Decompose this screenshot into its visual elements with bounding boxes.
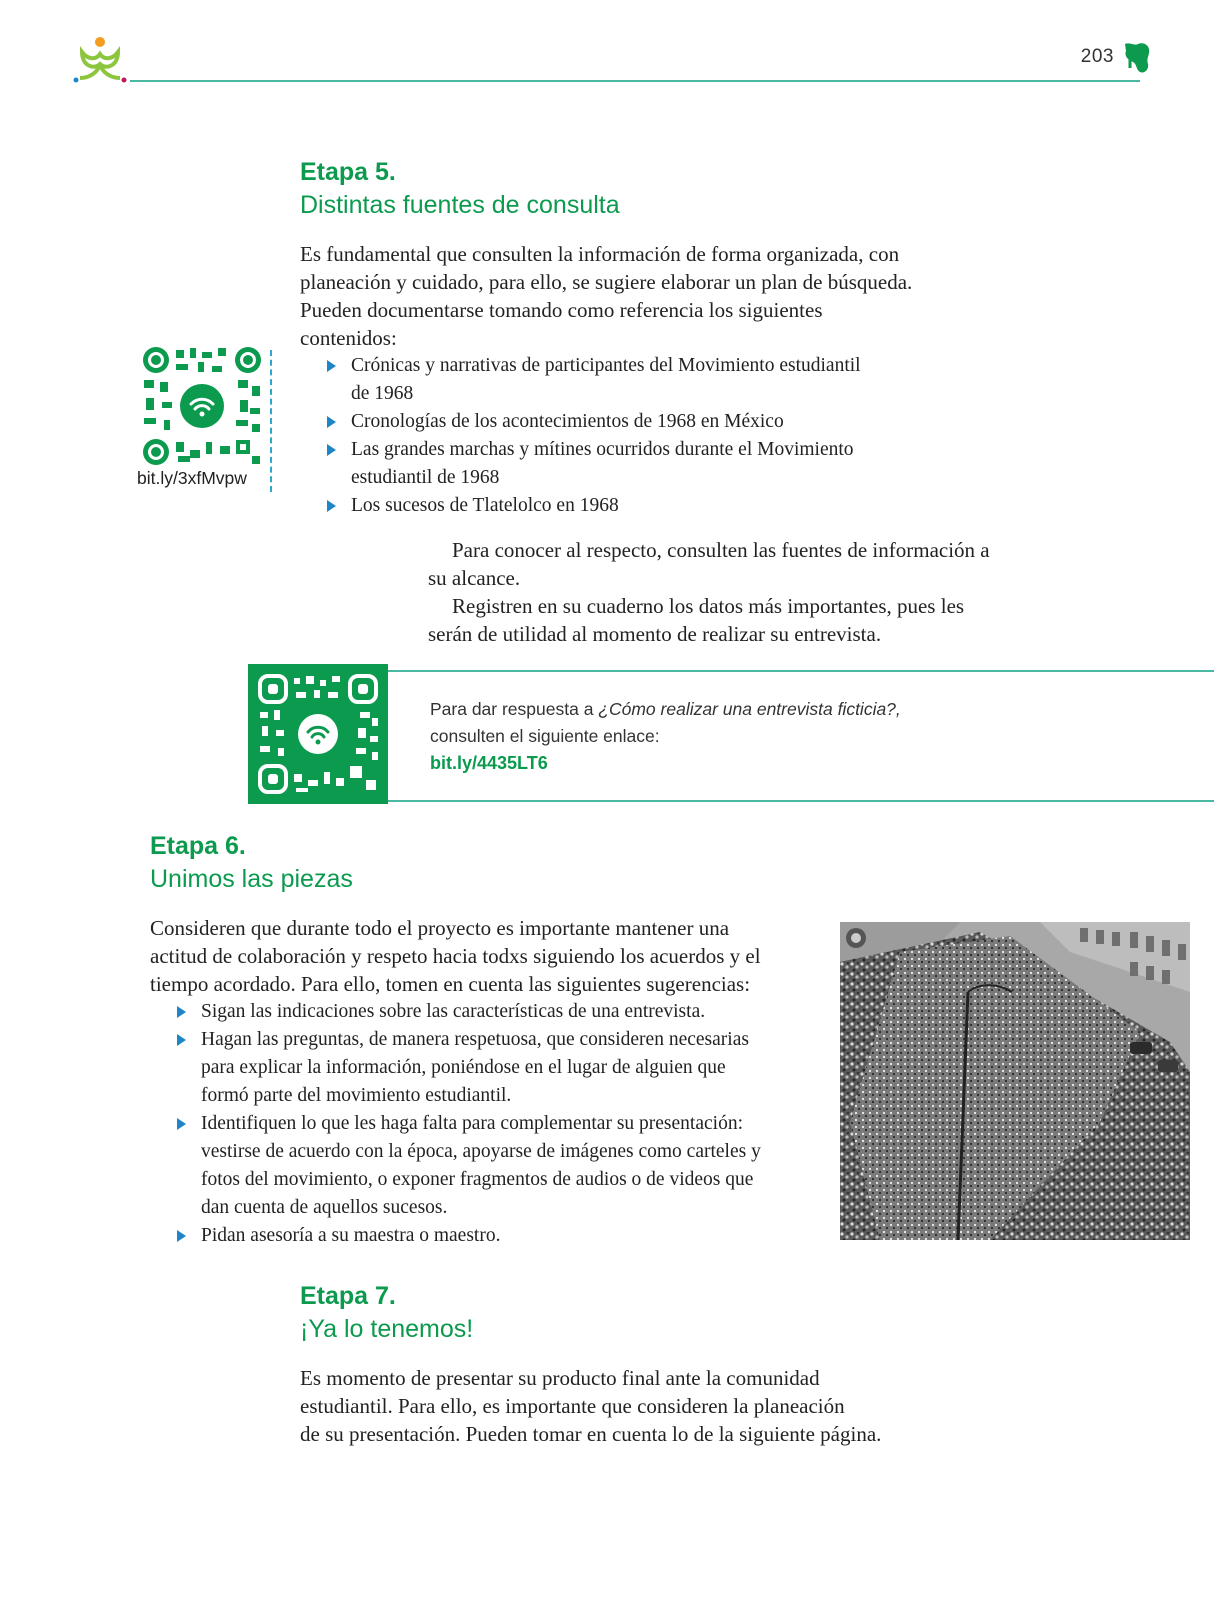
list-item (174, 1222, 814, 1250)
stage-5-intro (300, 240, 1000, 352)
triangle-bullet-icon (177, 1118, 186, 1130)
list-item-line: Hagan las preguntas, de manera respetuosa, que consideren necesarias (201, 1029, 749, 1050)
triangle-bullet-icon (327, 416, 336, 428)
list-item-line: vestirse de acuerdo con la época, apoyarse de imágenes como carteles y (201, 1141, 761, 1162)
list-item-line: para explicar la información, poniéndose en el lugar de alguien que (201, 1057, 726, 1078)
callout-bottom-rule (388, 800, 1214, 802)
list-item (324, 352, 944, 408)
link-callout (248, 664, 1214, 804)
stage-7-subtitle: ¡Ya lo tenemos! (300, 1315, 474, 1343)
stage-7-title: Etapa 7. (300, 1282, 396, 1310)
list-item-line: de 1968 (351, 383, 414, 404)
list-item-line: Los sucesos de Tlatelolco en 1968 (351, 495, 619, 516)
paragraph-line: Registren en su cuaderno los datos más importantes, pues les (452, 594, 965, 618)
callout-text-before: Para dar respuesta a (430, 699, 599, 719)
stage-6-intro-line: actitud de colaboración y respeto hacia todxs siguiendo los acuerdos y el (150, 944, 761, 968)
callout-url-link[interactable]: bit.ly/4435LT6 (430, 753, 548, 773)
stage-6-intro (150, 914, 830, 998)
paragraph-line: serán de utilidad al momento de realizar su entrevista. (428, 622, 882, 646)
list-item-line: formó parte del movimiento estudiantil. (201, 1085, 512, 1106)
paragraph-line: de su presentación. Pueden tomar en cuenta lo de la siguiente página. (300, 1422, 882, 1446)
qr-link-text[interactable]: bit.ly/3xfMvpw (137, 468, 247, 488)
dashed-divider (270, 350, 272, 492)
stage-5-content-list (324, 352, 944, 520)
mexico-map-icon (1122, 40, 1152, 76)
qr-code-icon[interactable] (142, 346, 262, 466)
stage-5-subtitle: Distintas fuentes de consulta (300, 191, 620, 219)
list-item (174, 1026, 814, 1110)
sprout-figure-icon (72, 34, 128, 86)
header-rule (130, 80, 1140, 82)
stage-6-subtitle: Unimos las piezas (150, 865, 353, 893)
triangle-bullet-icon (327, 444, 336, 456)
paragraph-line: estudiantil. Para ello, es importante que consideren la planeación (300, 1394, 845, 1418)
callout-question: ¿Cómo realizar una entrevista ficticia?, (598, 699, 901, 719)
list-item (174, 998, 814, 1026)
paragraph-line: Para conocer al respecto, consulten las fuentes de información a (452, 538, 990, 562)
triangle-bullet-icon (177, 1006, 186, 1018)
stage-6-title: Etapa 6. (150, 832, 246, 860)
list-item-line: Pidan asesoría a su maestra o maestro. (201, 1225, 501, 1246)
list-item-line: Sigan las indicaciones sobre las características de una entrevista. (201, 1001, 706, 1022)
stage-5-paragraphs (428, 536, 1048, 648)
callout-line (430, 696, 901, 723)
list-item-line: estudiantil de 1968 (351, 467, 500, 488)
stage-5-intro-line: Es fundamental que consulten la información de forma organizada, con (300, 242, 900, 266)
triangle-bullet-icon (327, 360, 336, 372)
list-item (324, 408, 944, 436)
qr-code-icon[interactable] (248, 664, 388, 804)
list-item (324, 492, 944, 520)
triangle-bullet-icon (177, 1034, 186, 1046)
stage-6-intro-line: tiempo acordado. Para ello, tomen en cuenta las siguientes sugerencias: (150, 972, 751, 996)
paragraph-line: Es momento de presentar su producto final ante la comunidad (300, 1366, 820, 1390)
list-item (174, 1110, 814, 1222)
stage-6-heading (150, 830, 353, 896)
stage-5-intro-line: planeación y cuidado, para ello, se sugiere elaborar un plan de búsqueda. (300, 270, 913, 294)
stage-7-paragraph (300, 1364, 1000, 1448)
list-item-line: Las grandes marchas y mítines ocurridos durante el Movimiento (351, 439, 854, 460)
list-item-line: Cronologías de los acontecimientos de 1968 en México (351, 411, 784, 432)
list-item-line: Crónicas y narrativas de participantes del Movimiento estudiantil (351, 355, 861, 376)
callout-top-rule (388, 670, 1214, 672)
list-item-line: Identifiquen lo que les haga falta para complementar su presentación: (201, 1113, 743, 1134)
list-item-line: fotos del movimiento, o exponer fragmentos de audios o de videos que (201, 1169, 754, 1190)
stage-6-intro-line: Consideren que durante todo el proyecto es importante mantener una (150, 916, 730, 940)
list-item (324, 436, 944, 492)
student-march-photo (840, 922, 1190, 1240)
triangle-bullet-icon (327, 500, 336, 512)
stage-5-intro-line: Pueden documentarse tomando como referencia los siguientes (300, 298, 823, 322)
callout-text (430, 696, 901, 777)
paragraph-line: su alcance. (428, 566, 521, 590)
stage-6-suggestion-list (174, 998, 814, 1250)
callout-line: consulten el siguiente enlace: (430, 726, 660, 746)
stage-5-intro-line: contenidos: (300, 326, 397, 350)
stage-5-heading (300, 156, 620, 222)
triangle-bullet-icon (177, 1230, 186, 1242)
stage-5-title: Etapa 5. (300, 158, 396, 186)
stage-7-heading (300, 1280, 473, 1346)
list-item-line: dan cuenta de aquellos sucesos. (201, 1197, 448, 1218)
page-number: 203 (1080, 46, 1114, 67)
